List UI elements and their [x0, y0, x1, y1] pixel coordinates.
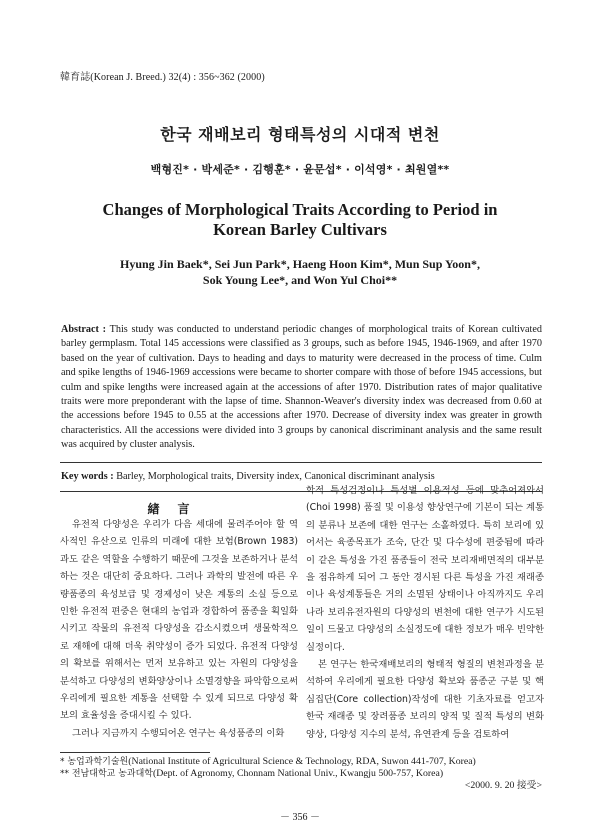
footnote-2-english: (Dept. of Agronomy, Chonnam National Univ., Kwangju 500-757, Korea) — [152, 768, 444, 779]
journal-reference: 韓育誌(Korean J. Breed.) 32(4) : 356~362 (2000) — [60, 72, 265, 83]
english-authors — [0, 256, 600, 288]
keywords — [61, 471, 542, 482]
abstract-text: This study was conducted to understand periodic changes of morphological traits of Korean cultivated barley germplasm. Total 145 accessions were classified as 3 groups, such as before 1945, 1946-1969, and after 1970 based on the year of cultivation. Days to heading and days to maturity were decreased in the process of time. Culm and spike lengths of 1946-1969 accessions were became to shorter compare with those of before 1945 accessions, but culm and spike lengths were increased again at the accessions of after 1970. Distribution rates of major qualitative traits were more preponderant with the lapse of time. Shannon-Weaver's diversity index was decreased from 0.60 at the accessions before 1945 to 0.55 at the accessions after 1970. Decrease of diversity index was greater in growth characteristics. All the accessions were divided into 3 groups by canonical discriminant analysis and the same result was acquired by cluster analysis. — [61, 324, 542, 451]
introduction-heading: 緖言 — [147, 502, 208, 516]
footnote-1-korean: * 농업과학기술원 — [60, 757, 129, 767]
right-paragraph-1: 학적 특성검정이나 특성별 이용적성 등에 맞추어져와서(Choi 1998) 품질 및 이용성 향상연구에 기본이 되는 계통의 분류나 보존에 대한 연구는 소홀하였다. 특히 보리에 있어서는 육종목표가 조숙, 단간 및 다수성에 편중됨에 따라 이 같은 특성을 가진 품종들이 전국 보리재배면적의 대부분을 점유하게 되어 그 동안 경시된 다른 특성을 가진 재래종이나 육성계통들은 거의 소멸된 상태이나 아직까지도 우리 나라 보리유전자원의 다양성의 변천에 대한 연구가 시도된 일이 드물고 다양성의 소실정도에 대한 정보가 매우 빈약한 실정이다. — [306, 485, 544, 653]
english-authors-line-2: Sok Young Lee*, and Won Yul Choi** — [202, 273, 398, 287]
footnote-1-english: (National Institute of Agricultural Science & Technology, RDA, Suwon 441-707, Korea) — [128, 756, 476, 767]
english-title-line-1: Changes of Morphological Traits According to Period in — [102, 200, 498, 219]
korean-authors: 백형진* · 박세준* · 김행훈* · 윤문섭* · 이석영* · 최원열** — [150, 163, 450, 176]
footnote-1 — [60, 756, 542, 768]
right-column — [306, 482, 544, 743]
abstract — [61, 323, 542, 453]
footnote-2-korean: ** 전남대학교 농과대학 — [60, 769, 153, 779]
footnote-2 — [60, 768, 542, 780]
right-paragraph-2: 본 연구는 한국재배보리의 형태적 형질의 변천과정을 분석하여 우리에게 필요한 다양성 확보와 품종군 구분 및 핵심집단(Core collection)작성에 대한 기초자료를 얻고자 한국 재래종 및 장려품종 보리의 양적 및 질적 특성의 변화양상, 다양성 지수의 분석, 유연관계 등을 검토하여 — [306, 659, 544, 740]
keywords-label: Key words : — [61, 471, 114, 482]
english-title-line-2: Korean Barley Cultivars — [213, 220, 387, 239]
left-paragraph-2: 그러나 지금까지 수행되어온 연구는 육성품종의 이화 — [72, 727, 285, 739]
left-paragraph-1: 유전적 다양성은 우리가 다음 세대에 물려주어야 할 역사적인 유산으로 인류의 미래에 대한 보험(Brown 1983)과도 같은 역할을 수행하기 때문에 그것을 보존하거나 분석하는 것은 대단히 중요하다. 그러나 과학의 발전에 따른 우량품종의 육성보급 및 경제성이 낮은 계통의 소실 등으로 인한 유전적 편중은 현대의 농업과 경합하여 품종을 획일화시키고 작물의 유전적 다양성을 감소시켰으며 생물학적으로 재해에 대해 더욱 취약성이 증가 되었다. 유전적 다양성의 확보를 위해서는 먼저 보유하고 있는 자원의 다양성을 분석하고 다양성의 변화양상이나 소멸경향을 파악함으로써 우리에게 필요한 계통을 선택할 수 있게 되므로 다양성 확보의 효율성을 증대시킬 수 있다. — [60, 519, 298, 722]
keywords-text: Barley, Morphological traits, Diversity index, Canonical discriminant analysis — [116, 471, 435, 482]
received-date: <2000. 9. 20 接受> — [464, 780, 542, 791]
left-column — [60, 516, 298, 742]
abstract-label: Abstract : — [61, 324, 107, 335]
footnote-rule — [60, 752, 210, 753]
korean-title: 한국 재배보리 형태특성의 시대적 변천 — [160, 125, 440, 144]
english-title — [0, 200, 600, 240]
page-number: － 356 － — [280, 812, 320, 823]
english-authors-line-1: Hyung Jin Baek*, Sei Jun Park*, Haeng Hoon Kim*, Mun Sup Yoon*, — [120, 257, 480, 271]
divider-top — [60, 462, 542, 463]
